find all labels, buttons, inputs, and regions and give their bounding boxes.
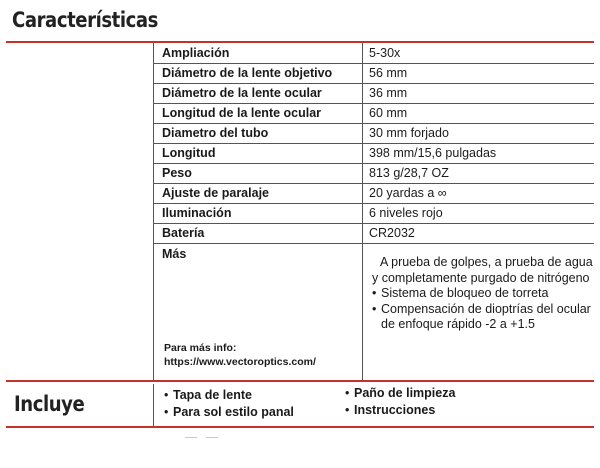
spec-value: 60 mm — [369, 106, 408, 120]
row-separator — [153, 163, 594, 164]
spec-value: 813 g/28,7 OZ — [369, 166, 449, 180]
spec-label: Iluminación — [162, 206, 232, 220]
list-item: • Paño de limpieza — [345, 385, 455, 402]
list-item: • Tapa de lente — [164, 387, 294, 404]
includes-left-border — [153, 384, 154, 426]
spec-row-longitud — [153, 143, 594, 163]
spec-label: Batería — [162, 226, 205, 240]
row-separator — [153, 143, 594, 144]
spec-value: 398 mm/15,6 pulgadas — [369, 146, 497, 160]
spec-row-diametro-ocular — [153, 83, 594, 103]
spec-row-bateria — [153, 223, 594, 243]
mas-label: Más — [162, 247, 187, 261]
row-separator — [153, 103, 594, 104]
spec-label: Longitud de la lente ocular — [162, 106, 322, 120]
spec-label: Longitud — [162, 146, 216, 160]
spec-value: 36 mm — [369, 86, 408, 100]
row-separator — [153, 123, 594, 124]
row-separator — [153, 243, 594, 244]
spec-row-longitud-ocular — [153, 103, 594, 123]
spec-value: 20 yardas a ∞ — [369, 186, 447, 200]
spec-label: Diámetro de la lente ocular — [162, 86, 322, 100]
decorative-dash — [185, 437, 197, 438]
spec-row-iluminacion — [153, 203, 594, 223]
spec-value: 6 niveles rojo — [369, 206, 443, 220]
more-info-label: Para más info: — [164, 342, 237, 354]
spec-label: Ajuste de paralaje — [162, 186, 269, 200]
row-separator — [153, 63, 594, 64]
row-separator — [153, 83, 594, 84]
row-separator — [153, 223, 594, 224]
spec-row-ampliacion — [153, 43, 594, 63]
section-title-caracteristicas: Características — [12, 8, 158, 32]
section-title-incluye: Incluye — [14, 392, 85, 416]
spec-label: Peso — [162, 166, 192, 180]
spec-value: 56 mm — [369, 66, 408, 80]
mas-features-list — [372, 255, 594, 333]
list-item: • Sistema de bloqueo de torreta — [372, 286, 594, 302]
list-item: • Instrucciones — [345, 402, 455, 419]
list-item: • Compensación de dioptrías del ocular de enfoque rápido -2 a +1.5 — [372, 302, 594, 333]
decorative-dash — [206, 437, 218, 438]
spec-row-diametro-tubo — [153, 123, 594, 143]
red-divider-middle — [6, 380, 594, 382]
includes-list-right — [345, 385, 455, 419]
list-item: A prueba de golpes, a prueba de agua y completamente purgado de nitrógeno — [372, 255, 593, 285]
more-info-block — [164, 341, 316, 369]
spec-value: 5-30x — [369, 46, 401, 60]
includes-list-left — [164, 387, 294, 421]
spec-label: Diámetro de la lente objetivo — [162, 66, 333, 80]
more-info-link[interactable]: https://www.vectoroptics.com/ — [164, 356, 316, 368]
red-divider-bottom — [6, 426, 594, 428]
spec-row-peso — [153, 163, 594, 183]
row-separator — [153, 203, 594, 204]
spec-value: 30 mm forjado — [369, 126, 449, 140]
row-separator — [153, 183, 594, 184]
list-item: • Para sol estilo panal — [164, 404, 294, 421]
spec-row-diametro-objetivo — [153, 63, 594, 83]
spec-value: CR2032 — [369, 226, 415, 240]
spec-row-paralaje — [153, 183, 594, 203]
spec-label: Diametro del tubo — [162, 126, 269, 140]
spec-label: Ampliación — [162, 46, 230, 60]
